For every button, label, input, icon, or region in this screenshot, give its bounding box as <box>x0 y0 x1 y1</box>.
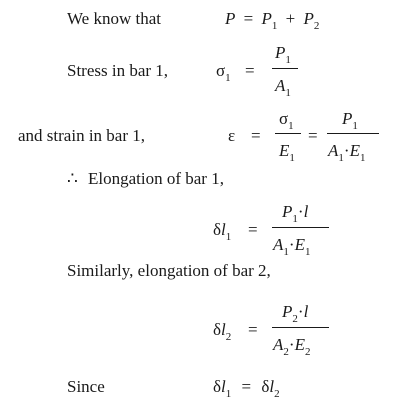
elongation-label: Elongation of bar 1, <box>88 169 224 188</box>
equals-sign: = <box>248 320 258 339</box>
fraction-denominator: $A_1\cdot E_1$ <box>328 141 366 164</box>
sigma-symbol: $\sigma_1$ <box>216 61 231 84</box>
intro-text: We know that <box>67 9 161 28</box>
fraction-bar <box>327 133 379 134</box>
fraction-numerator: $P_1$ <box>275 43 291 66</box>
epsilon-symbol: ε <box>228 126 236 145</box>
fraction-numerator: $P_1$ <box>342 109 358 132</box>
fraction-bar <box>275 133 301 134</box>
fraction-numerator: $P_2\cdot l$ <box>282 302 309 325</box>
similarly-label: Similarly, elongation of bar 2, <box>67 261 271 280</box>
therefore-symbol: ∴ <box>67 169 78 188</box>
fraction-numerator: $P_1\cdot l$ <box>282 202 309 225</box>
fraction-denominator: $A_2\cdot E_2$ <box>273 335 311 358</box>
since-label: Since <box>67 377 105 396</box>
fraction-denominator: $A_1$ <box>275 76 291 99</box>
equals-sign: = <box>251 126 261 145</box>
equals-sign: = <box>245 61 255 80</box>
fraction-denominator: $A_1\cdot E_1$ <box>273 235 311 258</box>
equals-sign: = <box>308 126 318 145</box>
equals-sign: = <box>248 220 258 239</box>
stress-label: Stress in bar 1, <box>67 61 169 80</box>
equation-total-load: $P = P_1 + P_2$ <box>225 9 320 32</box>
fraction-bar <box>272 327 329 328</box>
fraction-numerator: $\sigma_1$ <box>279 109 294 132</box>
delta-l1-symbol: $\delta l_1$ <box>213 220 232 243</box>
equation-equal-elongation: $\delta l_1 = \delta l_2$ <box>213 377 280 400</box>
fraction-denominator: $E_1$ <box>279 141 295 164</box>
strain-label: and strain in bar 1, <box>18 126 145 145</box>
fraction-bar <box>272 227 329 228</box>
delta-l2-symbol: $\delta l_2$ <box>213 320 232 343</box>
fraction-bar <box>272 68 298 69</box>
